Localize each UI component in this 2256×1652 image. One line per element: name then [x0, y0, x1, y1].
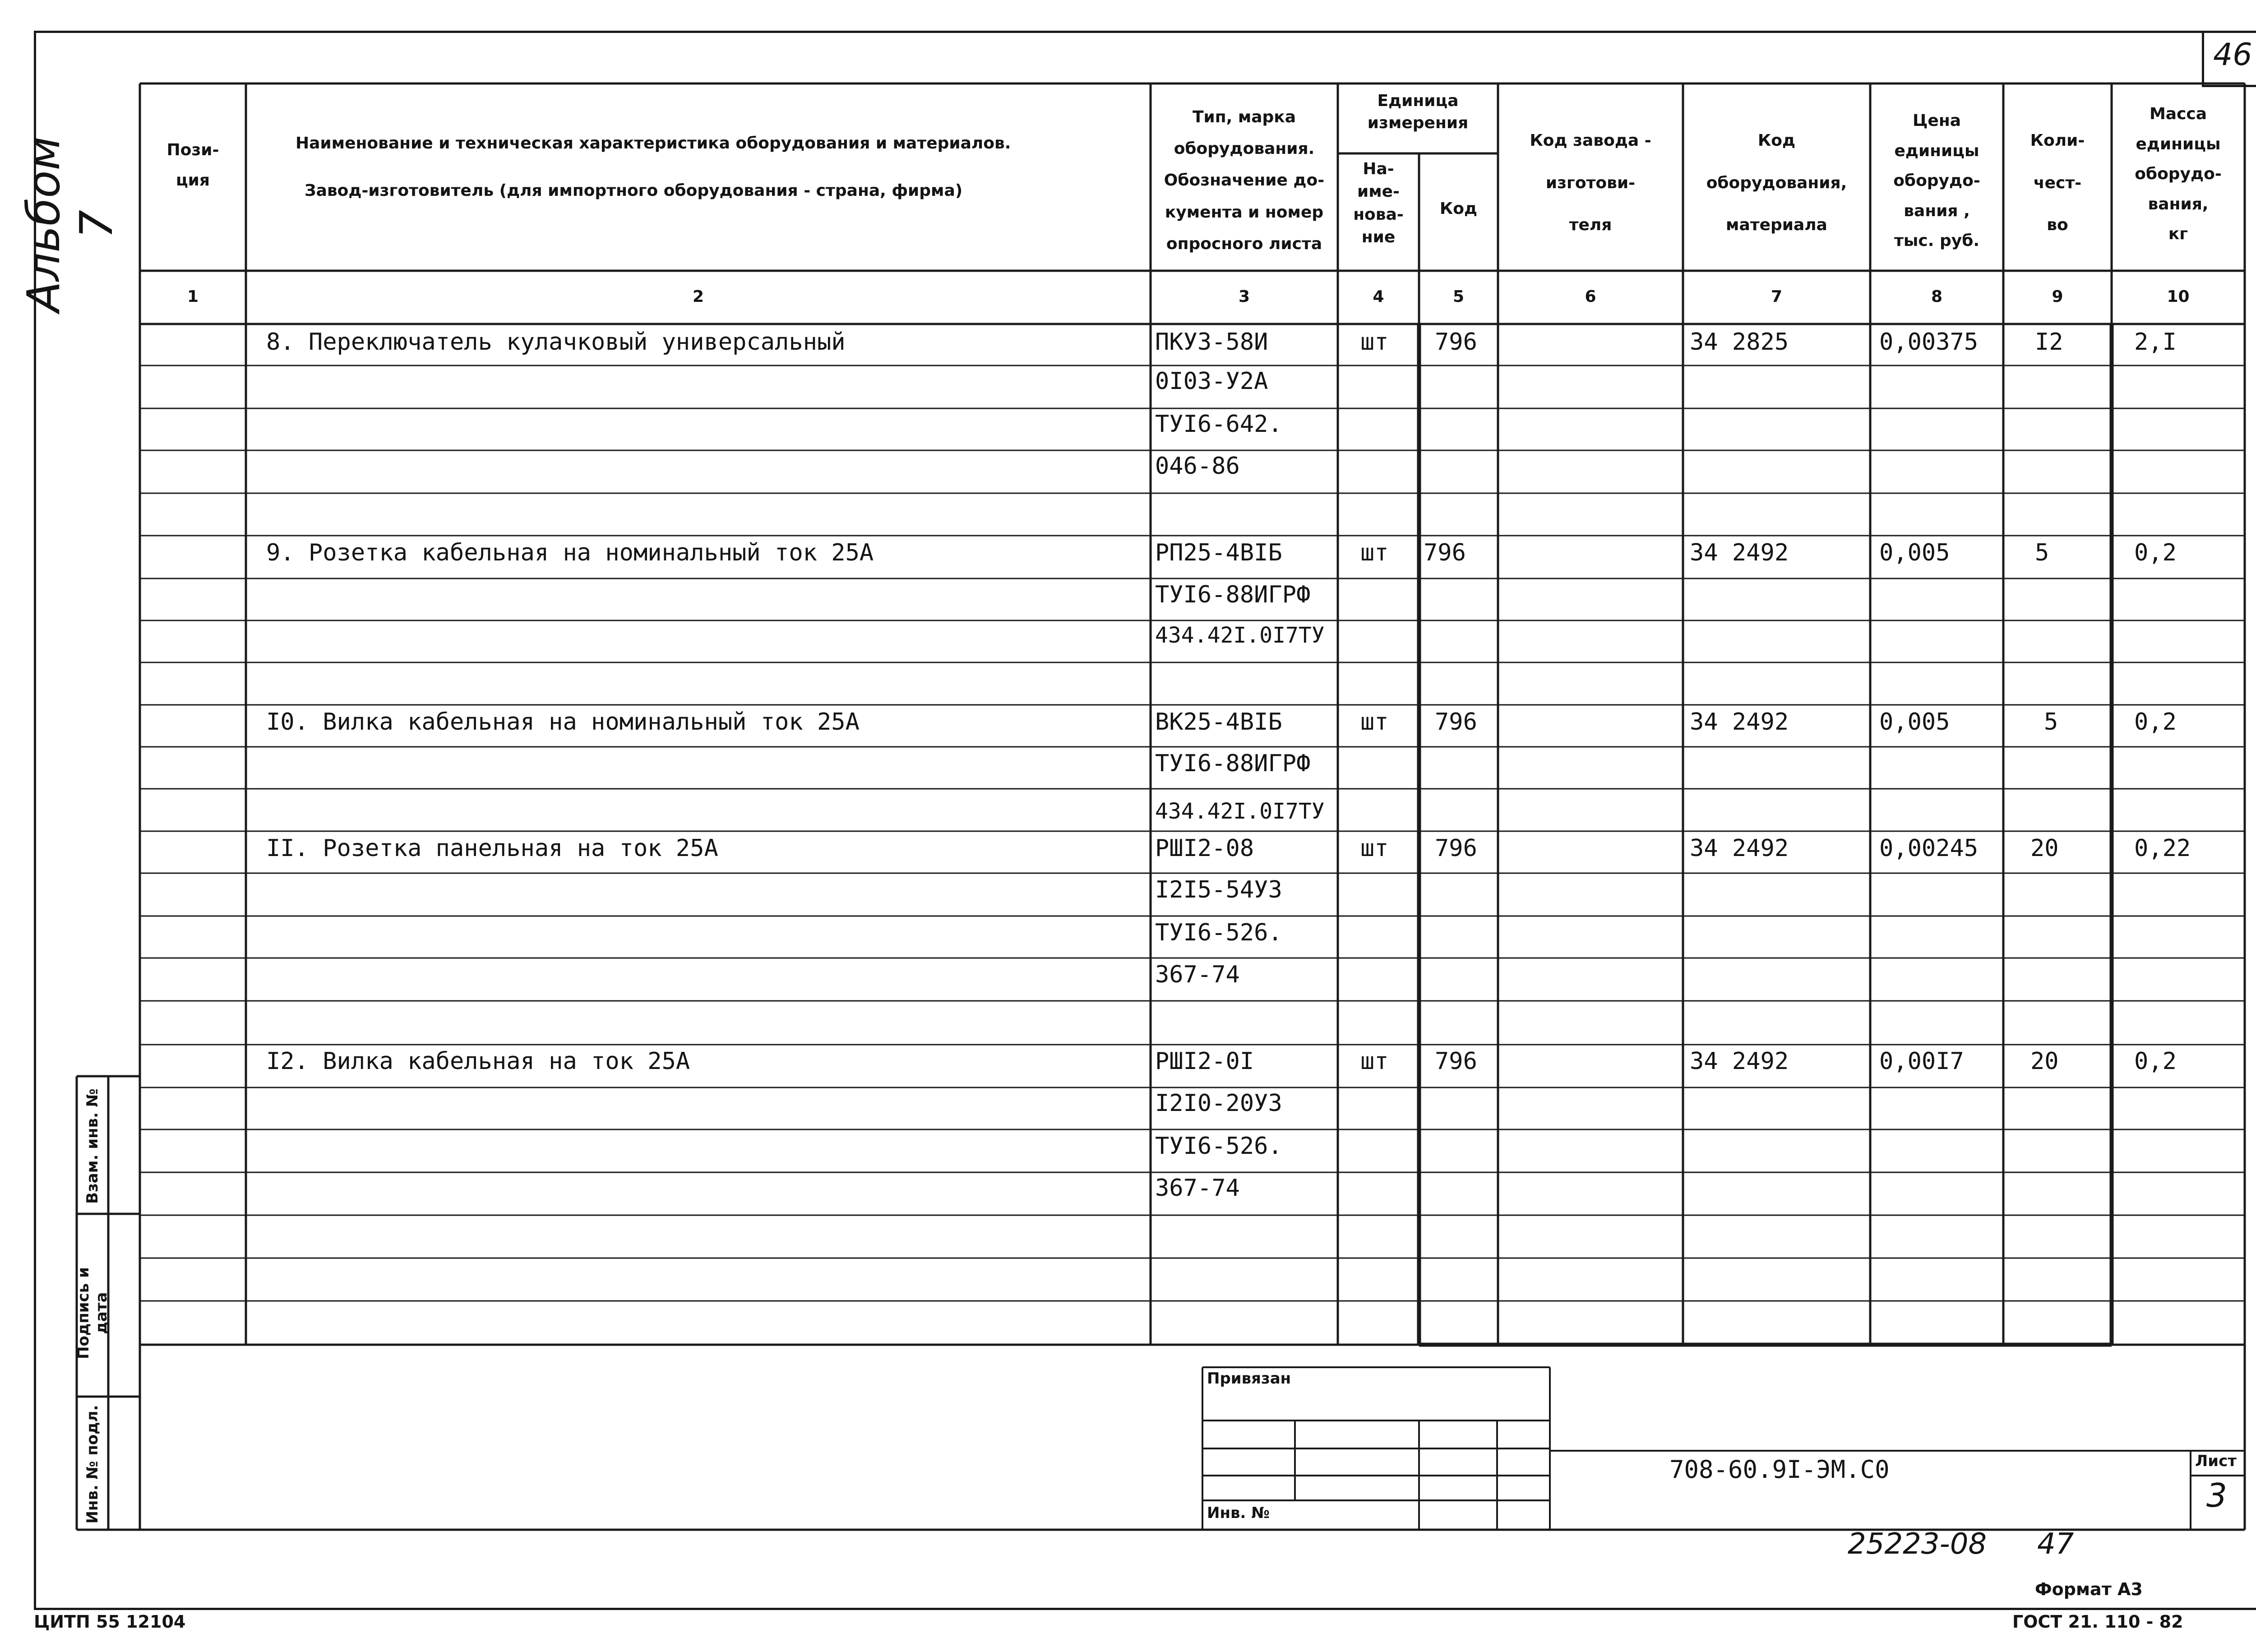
- footer-right: ГОСТ 21. 110 - 82: [2012, 1612, 2183, 1632]
- row-12-price: 0,00I7: [1879, 1048, 1964, 1075]
- row-8-type-4: 046-86: [1155, 453, 1240, 480]
- header-name-line1: Наименование и техническая характеристика оборудования и материалов.: [296, 134, 1011, 153]
- row-10-price: 0,005: [1879, 708, 1950, 736]
- colnum-3: 3: [1238, 287, 1250, 306]
- footer-left: ЦИТП 55 12104: [34, 1612, 186, 1632]
- colnum-7: 7: [1771, 287, 1783, 306]
- handwritten-doc-number: 25223-08: [1848, 1527, 1987, 1561]
- colnum-9: 9: [2052, 287, 2063, 306]
- colnum-2: 2: [692, 287, 704, 306]
- row-11-mass: 0,22: [2134, 835, 2191, 862]
- handwritten-page-ref: 47: [2037, 1527, 2074, 1561]
- header-unit-group: Единица измерения: [1367, 92, 1469, 132]
- row-12-mass: 0,2: [2134, 1048, 2177, 1075]
- row-8-mat-code: 34 2825: [1690, 329, 1789, 356]
- row-10-qty: 5: [2044, 708, 2058, 736]
- row-12-code: 796: [1435, 1048, 1477, 1075]
- stamp-inv-no: Инв. №: [1207, 1504, 1270, 1522]
- row-12-type-4: 367-74: [1155, 1175, 1240, 1202]
- row-11-unit: шт: [1360, 835, 1389, 862]
- row-10-unit: шт: [1360, 708, 1389, 736]
- stamp-vzam-inv: Взам. инв. №: [83, 1088, 102, 1204]
- colnum-4: 4: [1373, 287, 1384, 306]
- header-unit-name: На- име- нова- ние: [1353, 160, 1404, 247]
- row-11-name: II. Розетка панельная на ток 25А: [266, 835, 718, 862]
- header-type: Тип, марка оборудования. Обозначение до- кумента и номер опросного листа: [1164, 108, 1325, 253]
- colnum-1: 1: [187, 287, 199, 306]
- header-position: Пози- ция: [166, 141, 219, 190]
- row-11-type-4: 367-74: [1155, 961, 1240, 988]
- page-number: 46: [2213, 37, 2252, 73]
- row-10-mass: 0,2: [2134, 708, 2177, 736]
- row-9-price: 0,005: [1879, 539, 1950, 566]
- row-10-type-1: ВК25-4ВIБ: [1155, 708, 1282, 736]
- row-9-qty: 5: [2035, 539, 2049, 566]
- row-9-type-3: 434.42I.0I7ТУ: [1155, 623, 1325, 648]
- colnum-5: 5: [1452, 287, 1465, 306]
- row-9-unit: шт: [1360, 539, 1389, 566]
- row-9-name: 9. Розетка кабельная на номинальный ток 25А: [266, 539, 874, 566]
- row-8-price: 0,00375: [1879, 329, 1979, 356]
- sheet-number: 3: [2206, 1476, 2227, 1514]
- row-11-mat-code: 34 2492: [1690, 835, 1789, 862]
- row-8-type-2: 0I03-У2А: [1155, 368, 1268, 395]
- stamp-podpis-data: Подпись и дата: [74, 1267, 111, 1359]
- row-8-name: 8. Переключатель кулачковый универсальный: [266, 329, 846, 356]
- row-11-code: 796: [1435, 835, 1477, 862]
- header-name-line2: Завод-изготовитель (для импортного оборудования - страна, фирма): [305, 181, 963, 200]
- header-quantity: Коли- чест- во: [2030, 131, 2085, 235]
- header-mass: Масса единицы оборудо- вания, кг: [2135, 105, 2222, 244]
- sheet-label: Лист: [2195, 1452, 2237, 1470]
- colnum-10: 10: [2167, 287, 2190, 306]
- row-12-type-1: РШI2-0I: [1155, 1048, 1254, 1075]
- row-11-type-1: РШI2-08: [1155, 835, 1254, 862]
- row-12-name: I2. Вилка кабельная на ток 25А: [266, 1048, 690, 1075]
- row-9-code: 796: [1424, 539, 1466, 566]
- row-9-mat-code: 34 2492: [1690, 539, 1789, 566]
- stamp-inv-podl: Инв. № подл.: [83, 1405, 102, 1524]
- header-unit-code: Код: [1439, 199, 1478, 218]
- row-8-qty: I2: [2035, 329, 2063, 356]
- row-10-code: 796: [1435, 708, 1477, 736]
- colnum-6: 6: [1585, 287, 1596, 306]
- row-12-type-2: I2I0-20УЗ: [1155, 1090, 1282, 1117]
- format-label: Формат А3: [2035, 1579, 2143, 1599]
- row-11-qty: 20: [2030, 835, 2059, 862]
- row-11-type-3: ТУI6-526.: [1155, 919, 1282, 946]
- row-10-mat-code: 34 2492: [1690, 708, 1789, 736]
- row-10-type-3: 434.42I.0I7ТУ: [1155, 799, 1325, 824]
- row-12-mat-code: 34 2492: [1690, 1048, 1789, 1075]
- row-8-type-3: ТУI6-642.: [1155, 411, 1282, 438]
- row-11-type-2: I2I5-54УЗ: [1155, 876, 1282, 903]
- header-plant-code: Код завода - изготови- теля: [1530, 131, 1651, 235]
- row-12-unit: шт: [1360, 1048, 1389, 1075]
- stamp-privyazan: Привязан: [1207, 1370, 1291, 1388]
- row-10-type-2: ТУI6-88ИГРФ: [1155, 750, 1311, 777]
- row-11-price: 0,00245: [1879, 835, 1979, 862]
- row-9-type-2: ТУI6-88ИГРФ: [1155, 581, 1311, 608]
- header-price: Цена единицы оборудо- вания , тыс. руб.: [1893, 111, 1980, 250]
- row-8-mass: 2,I: [2134, 329, 2177, 356]
- row-9-type-1: РП25-4ВIБ: [1155, 539, 1282, 566]
- row-10-name: I0. Вилка кабельная на номинальный ток 25А: [266, 708, 860, 736]
- row-8-unit: шт: [1360, 329, 1389, 356]
- album-label: Альбом 7: [17, 136, 123, 312]
- row-9-mass: 0,2: [2134, 539, 2177, 566]
- colnum-8: 8: [1931, 287, 1943, 306]
- row-12-type-3: ТУI6-526.: [1155, 1133, 1282, 1160]
- row-8-code: 796: [1435, 329, 1477, 356]
- row-8-type-1: ПКУЗ-58И: [1155, 329, 1268, 356]
- row-12-qty: 20: [2030, 1048, 2059, 1075]
- document-code: 708-60.9I-ЭМ.С0: [1669, 1455, 1890, 1484]
- header-equipment-code: Код оборудования, материала: [1706, 131, 1847, 235]
